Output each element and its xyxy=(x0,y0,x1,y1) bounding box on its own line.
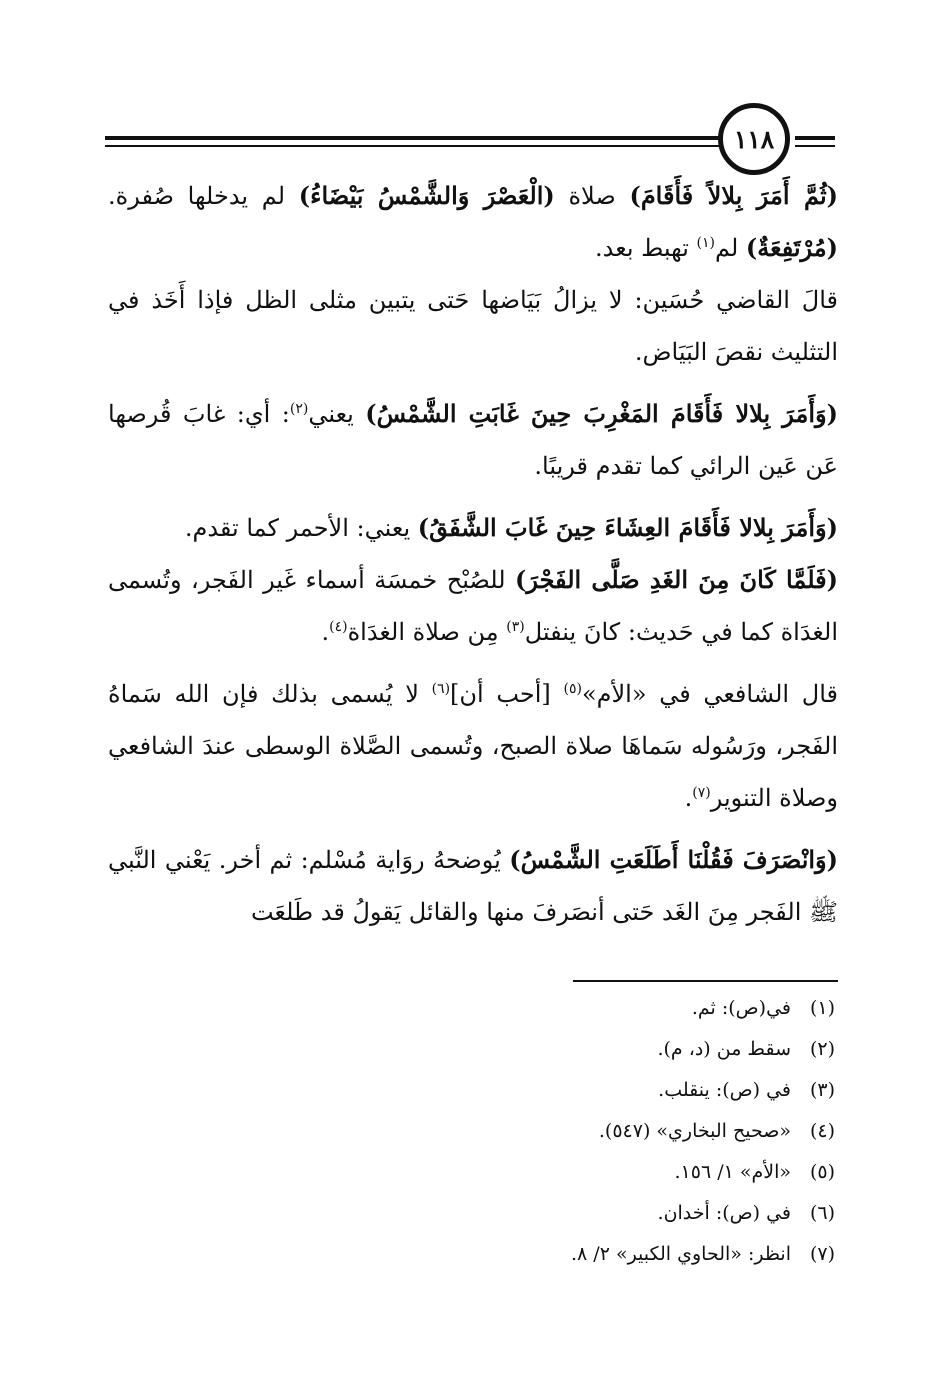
footnote xyxy=(330,1193,835,1234)
header-rule-right-thick xyxy=(795,136,835,140)
header-rule-thin xyxy=(105,145,720,147)
quoted-hadith-text: (الْعَصْرَ وَالشَّمْسُ بَيْضَاءُ) xyxy=(298,181,555,210)
footnote xyxy=(330,1152,835,1193)
footnote xyxy=(330,1234,835,1275)
quoted-hadith-text: (مُرْتَفِعَةٌ) xyxy=(745,233,838,262)
paragraph xyxy=(108,834,838,938)
paragraph xyxy=(108,388,838,492)
footnote-text: «الأم» ١/ ١٥٦. xyxy=(674,1161,791,1183)
footnote-marker: (٣) xyxy=(506,619,525,635)
footnote-marker: (٢) xyxy=(289,401,309,417)
commentary-text: يعني: الأحمر كما تقدم. xyxy=(184,514,418,542)
footnote-number: (٣) xyxy=(809,1079,835,1101)
paragraph xyxy=(108,554,838,658)
footnote-number: (٦) xyxy=(809,1202,835,1224)
quoted-hadith-text: (وَأَمَرَ بِلالا فَأَقَامَ المَغْرِبَ حِينَ غَابَتِ الشَّمْسُ) xyxy=(365,399,838,428)
footnote-text: انظر: «الحاوي الكبير» ٢/ ٨. xyxy=(570,1243,791,1265)
commentary-text: . xyxy=(321,618,330,646)
commentary-text: يُوضحهُ روَاية مُسْلم: ثم أخر. يَعْني النَّبي ﷺ الفَجر مِنَ الغَد حَتى أنصَرفَ منها والقائل يَقولُ قد طَلعَت xyxy=(108,846,838,926)
footnote-text: «صحيح البخاري» (٥٤٧). xyxy=(598,1120,791,1142)
quoted-hadith-text: (وَانْصَرَفَ فَقُلْنَا أَطَلَعَتِ الشَّمْسُ) xyxy=(509,845,839,874)
footnote-text: في(ص): ثم. xyxy=(691,997,791,1019)
commentary-text: تهبط بعد. xyxy=(595,234,697,262)
footnote-text: في (ص): ينقلب. xyxy=(658,1079,791,1101)
footnote-number: (٧) xyxy=(809,1243,835,1265)
footnote-text: في (ص): أخدان. xyxy=(657,1202,791,1224)
paragraph xyxy=(108,668,838,824)
commentary-text: قال الشافعي في «الأم» xyxy=(581,680,838,708)
commentary-text: لم xyxy=(715,234,746,262)
quoted-hadith-text: (فَلَمَّا كَانَ مِنَ الغَدِ صَلَّى الفَجْرَ) xyxy=(514,565,839,594)
quoted-hadith-text: (ثُمَّ أَمَرَ بِلالاً فَأَقَامَ) xyxy=(629,181,839,210)
footnote-separator xyxy=(573,980,838,982)
commentary-text: للصُبْح خمسَة أسماء غَير الفَجر، وتُسمى الغدَاة كما في حَديث: كانَ ينفتل xyxy=(108,566,838,646)
footnote-marker: (١) xyxy=(696,235,715,251)
commentary-text: لا يُسمى بذلك فإن الله سَماهُ الفَجر، ورَسُوله سَماهَا صلاة الصبح، وتُسمى الصَّلاة الوسطى عندَ الشافعي وصلاة التنوير xyxy=(108,680,838,812)
footnote-text: سقط من (د، م). xyxy=(657,1038,791,1060)
footnote xyxy=(330,988,835,1029)
footnote-marker: (٥) xyxy=(563,681,582,697)
paragraph xyxy=(108,170,838,274)
paragraph xyxy=(108,502,838,554)
quoted-hadith-text: (وَأَمَرَ بِلالا فَأَقَامَ العِشَاءَ حِينَ غَابَ الشَّفَقُ) xyxy=(417,513,838,542)
paragraph xyxy=(108,274,838,378)
header-rule-thick xyxy=(105,136,720,140)
footnote-marker: (٧) xyxy=(692,785,711,801)
main-text xyxy=(108,170,838,948)
commentary-text: : أي: غابَ قُرصها عَن عَين الرائي كما تقدم قريبًا. xyxy=(108,400,838,480)
footnote xyxy=(330,1070,835,1111)
footnotes xyxy=(330,988,835,1275)
footnote xyxy=(330,1111,835,1152)
commentary-text: مِن صلاة الغدَاة xyxy=(347,618,507,646)
commentary-text: يعني xyxy=(308,400,366,428)
footnote-number: (٤) xyxy=(809,1120,835,1142)
page-number: ١١٨ xyxy=(718,103,790,175)
footnote-number: (٥) xyxy=(809,1161,835,1183)
commentary-text: [أحب أن] xyxy=(450,680,564,708)
footnote-marker: (٤) xyxy=(329,619,348,635)
commentary-text: قالَ القاضي حُسَين: لا يزالُ بَيَاضها حَتى يتبين مثلى الظل فإذا أَخَذ في التثليث نقصَ البَيَاض. xyxy=(108,286,838,366)
footnote xyxy=(330,1029,835,1070)
footnote-number: (٢) xyxy=(809,1038,835,1060)
footnote-marker: (٦) xyxy=(431,681,451,697)
commentary-text: صلاة xyxy=(554,182,630,210)
header-rule-right-thin xyxy=(795,145,835,147)
footnote-number: (١) xyxy=(809,997,835,1019)
commentary-text: . xyxy=(684,784,693,812)
commentary-text: لم يدخلها صُفرة. xyxy=(108,182,299,210)
